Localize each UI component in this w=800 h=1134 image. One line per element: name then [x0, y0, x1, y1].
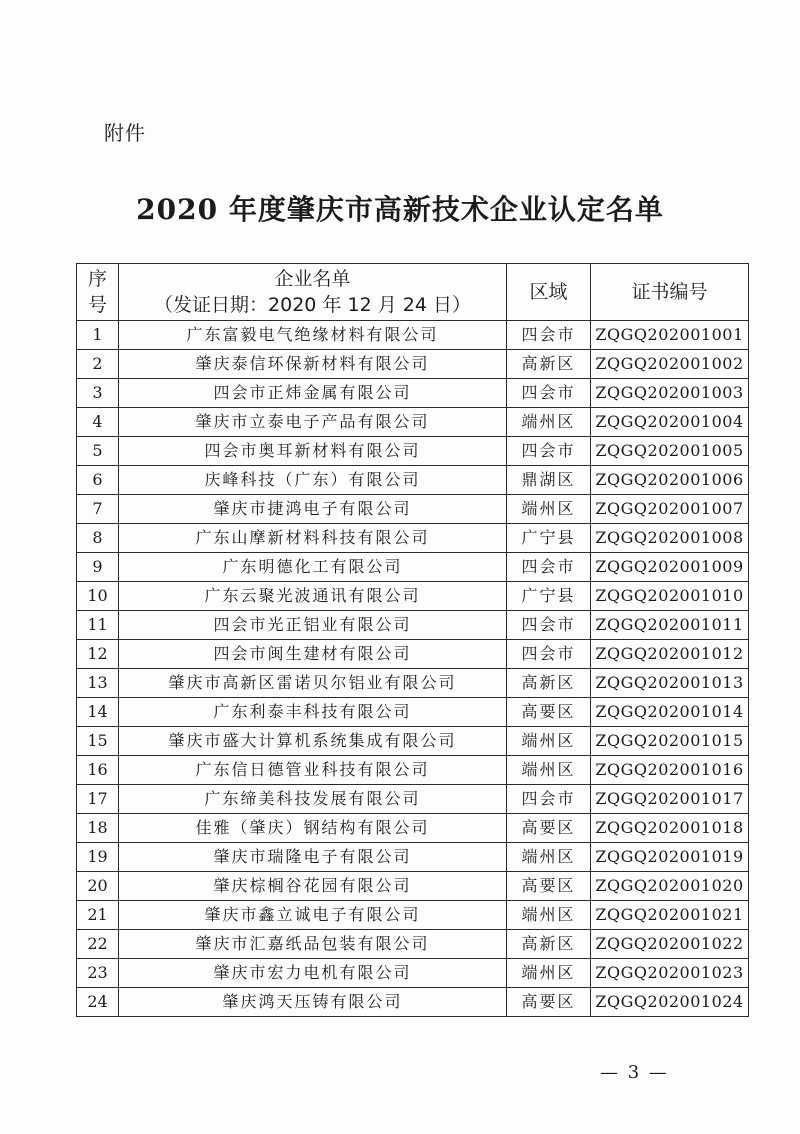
- table-row: [77, 785, 749, 814]
- cell-company-name: 广东云聚光波通讯有限公司: [119, 582, 507, 611]
- cell-company-name: 肇庆棕榈谷花园有限公司: [119, 872, 507, 901]
- table-row: [77, 582, 749, 611]
- cell-area: 端州区: [507, 727, 591, 756]
- page-number: — 3 —: [600, 1062, 669, 1083]
- cell-area: 四会市: [507, 379, 591, 408]
- header-seq: [77, 264, 119, 321]
- table-row: [77, 379, 749, 408]
- table-row: [77, 698, 749, 727]
- cell-area: 四会市: [507, 785, 591, 814]
- cell-cert-number: ZQGQ202001008: [591, 524, 749, 553]
- cell-cert-number: ZQGQ202001005: [591, 437, 749, 466]
- cell-seq: 13: [77, 669, 119, 698]
- cell-seq: 12: [77, 640, 119, 669]
- table-row: [77, 321, 749, 350]
- cell-seq: 2: [77, 350, 119, 379]
- table-row: [77, 466, 749, 495]
- cell-company-name: 肇庆市高新区雷诺贝尔铝业有限公司: [119, 669, 507, 698]
- cell-area: 四会市: [507, 640, 591, 669]
- cell-company-name: 广东利泰丰科技有限公司: [119, 698, 507, 727]
- table-row: [77, 959, 749, 988]
- cell-seq: 3: [77, 379, 119, 408]
- cell-seq: 23: [77, 959, 119, 988]
- cell-company-name: 肇庆市盛大计算机系统集成有限公司: [119, 727, 507, 756]
- cell-company-name: 肇庆市瑞隆电子有限公司: [119, 843, 507, 872]
- cell-seq: 15: [77, 727, 119, 756]
- header-seq-line1: 序: [87, 268, 107, 290]
- cell-area: 端州区: [507, 901, 591, 930]
- table-row: [77, 669, 749, 698]
- table-row: [77, 756, 749, 785]
- cell-area: 高要区: [507, 988, 591, 1017]
- cell-company-name: 肇庆市鑫立诚电子有限公司: [119, 901, 507, 930]
- cell-seq: 22: [77, 930, 119, 959]
- cell-cert-number: ZQGQ202001015: [591, 727, 749, 756]
- header-name-line1: 企业名单: [274, 268, 351, 290]
- cell-cert-number: ZQGQ202001024: [591, 988, 749, 1017]
- table-row: [77, 930, 749, 959]
- cell-cert-number: ZQGQ202001021: [591, 901, 749, 930]
- cell-company-name: 肇庆市捷鸿电子有限公司: [119, 495, 507, 524]
- cell-cert-number: ZQGQ202001020: [591, 872, 749, 901]
- cell-seq: 16: [77, 756, 119, 785]
- cell-company-name: 广东缔美科技发展有限公司: [119, 785, 507, 814]
- cell-cert-number: ZQGQ202001014: [591, 698, 749, 727]
- attachment-label: 附件: [104, 121, 146, 145]
- cell-company-name: 广东富毅电气绝缘材料有限公司: [119, 321, 507, 350]
- cell-company-name: 肇庆泰信环保新材料有限公司: [119, 350, 507, 379]
- cell-area: 四会市: [507, 553, 591, 582]
- cell-cert-number: ZQGQ202001018: [591, 814, 749, 843]
- table-row: [77, 901, 749, 930]
- table-row: [77, 843, 749, 872]
- cell-company-name: 广东山摩新材料科技有限公司: [119, 524, 507, 553]
- cell-company-name: 庆峰科技（广东）有限公司: [119, 466, 507, 495]
- cell-company-name: 广东信日德管业科技有限公司: [119, 756, 507, 785]
- cell-seq: 5: [77, 437, 119, 466]
- cell-cert-number: ZQGQ202001016: [591, 756, 749, 785]
- table-row: [77, 988, 749, 1017]
- cell-area: 端州区: [507, 843, 591, 872]
- cell-company-name: 四会市奥耳新材料有限公司: [119, 437, 507, 466]
- cell-area: 高新区: [507, 350, 591, 379]
- cell-area: 四会市: [507, 321, 591, 350]
- table-row: [77, 495, 749, 524]
- header-seq-line2: 号: [87, 294, 107, 316]
- cell-cert-number: ZQGQ202001006: [591, 466, 749, 495]
- cell-seq: 7: [77, 495, 119, 524]
- cell-company-name: 佳雅（肇庆）钢结构有限公司: [119, 814, 507, 843]
- header-cert: 证书编号: [591, 264, 749, 321]
- cell-cert-number: ZQGQ202001001: [591, 321, 749, 350]
- cell-seq: 8: [77, 524, 119, 553]
- cell-area: 端州区: [507, 408, 591, 437]
- cell-seq: 11: [77, 611, 119, 640]
- cell-company-name: 四会市正炜金属有限公司: [119, 379, 507, 408]
- cell-cert-number: ZQGQ202001011: [591, 611, 749, 640]
- cell-seq: 9: [77, 553, 119, 582]
- cell-company-name: 四会市闽生建材有限公司: [119, 640, 507, 669]
- cell-area: 四会市: [507, 611, 591, 640]
- cell-seq: 1: [77, 321, 119, 350]
- cell-company-name: 四会市光正铝业有限公司: [119, 611, 507, 640]
- cell-cert-number: ZQGQ202001002: [591, 350, 749, 379]
- header-area: 区域: [507, 264, 591, 321]
- table-row: [77, 640, 749, 669]
- cell-area: 高新区: [507, 930, 591, 959]
- cell-cert-number: ZQGQ202001017: [591, 785, 749, 814]
- cell-cert-number: ZQGQ202001022: [591, 930, 749, 959]
- document-title: 2020 年度肇庆市高新技术企业认定名单: [136, 193, 664, 226]
- header-name: [119, 264, 507, 321]
- cell-area: 广宁县: [507, 524, 591, 553]
- cell-seq: 20: [77, 872, 119, 901]
- cell-area: 端州区: [507, 959, 591, 988]
- cell-seq: 21: [77, 901, 119, 930]
- enterprise-table: [76, 263, 749, 1017]
- cell-area: 四会市: [507, 437, 591, 466]
- cell-cert-number: ZQGQ202001019: [591, 843, 749, 872]
- cell-company-name: 肇庆鸿天压铸有限公司: [119, 988, 507, 1017]
- cell-seq: 4: [77, 408, 119, 437]
- table-row: [77, 727, 749, 756]
- cell-seq: 19: [77, 843, 119, 872]
- cell-area: 高要区: [507, 872, 591, 901]
- cell-company-name: 肇庆市汇嘉纸品包装有限公司: [119, 930, 507, 959]
- cell-seq: 17: [77, 785, 119, 814]
- table-row: [77, 524, 749, 553]
- cell-seq: 6: [77, 466, 119, 495]
- cell-area: 高要区: [507, 698, 591, 727]
- table-row: [77, 408, 749, 437]
- cell-cert-number: ZQGQ202001009: [591, 553, 749, 582]
- cell-area: 端州区: [507, 495, 591, 524]
- cell-area: 高新区: [507, 669, 591, 698]
- cell-seq: 18: [77, 814, 119, 843]
- table-header-row: [77, 264, 749, 321]
- cell-area: 鼎湖区: [507, 466, 591, 495]
- table-body: [77, 321, 749, 1017]
- table-row: [77, 350, 749, 379]
- cell-cert-number: ZQGQ202001013: [591, 669, 749, 698]
- cell-area: 高要区: [507, 814, 591, 843]
- cell-company-name: 肇庆市宏力电机有限公司: [119, 959, 507, 988]
- cell-area: 端州区: [507, 756, 591, 785]
- table-row: [77, 553, 749, 582]
- cell-seq: 10: [77, 582, 119, 611]
- cell-cert-number: ZQGQ202001023: [591, 959, 749, 988]
- cell-company-name: 肇庆市立泰电子产品有限公司: [119, 408, 507, 437]
- cell-seq: 14: [77, 698, 119, 727]
- table-row: [77, 814, 749, 843]
- cell-cert-number: ZQGQ202001004: [591, 408, 749, 437]
- table-row: [77, 872, 749, 901]
- table-row: [77, 611, 749, 640]
- cell-area: 广宁县: [507, 582, 591, 611]
- table-row: [77, 437, 749, 466]
- cell-cert-number: ZQGQ202001007: [591, 495, 749, 524]
- header-name-line2: （发证日期：2020 年 12 月 24 日）: [154, 294, 471, 316]
- cell-seq: 24: [77, 988, 119, 1017]
- cell-cert-number: ZQGQ202001012: [591, 640, 749, 669]
- cell-company-name: 广东明德化工有限公司: [119, 553, 507, 582]
- cell-cert-number: ZQGQ202001003: [591, 379, 749, 408]
- cell-cert-number: ZQGQ202001010: [591, 582, 749, 611]
